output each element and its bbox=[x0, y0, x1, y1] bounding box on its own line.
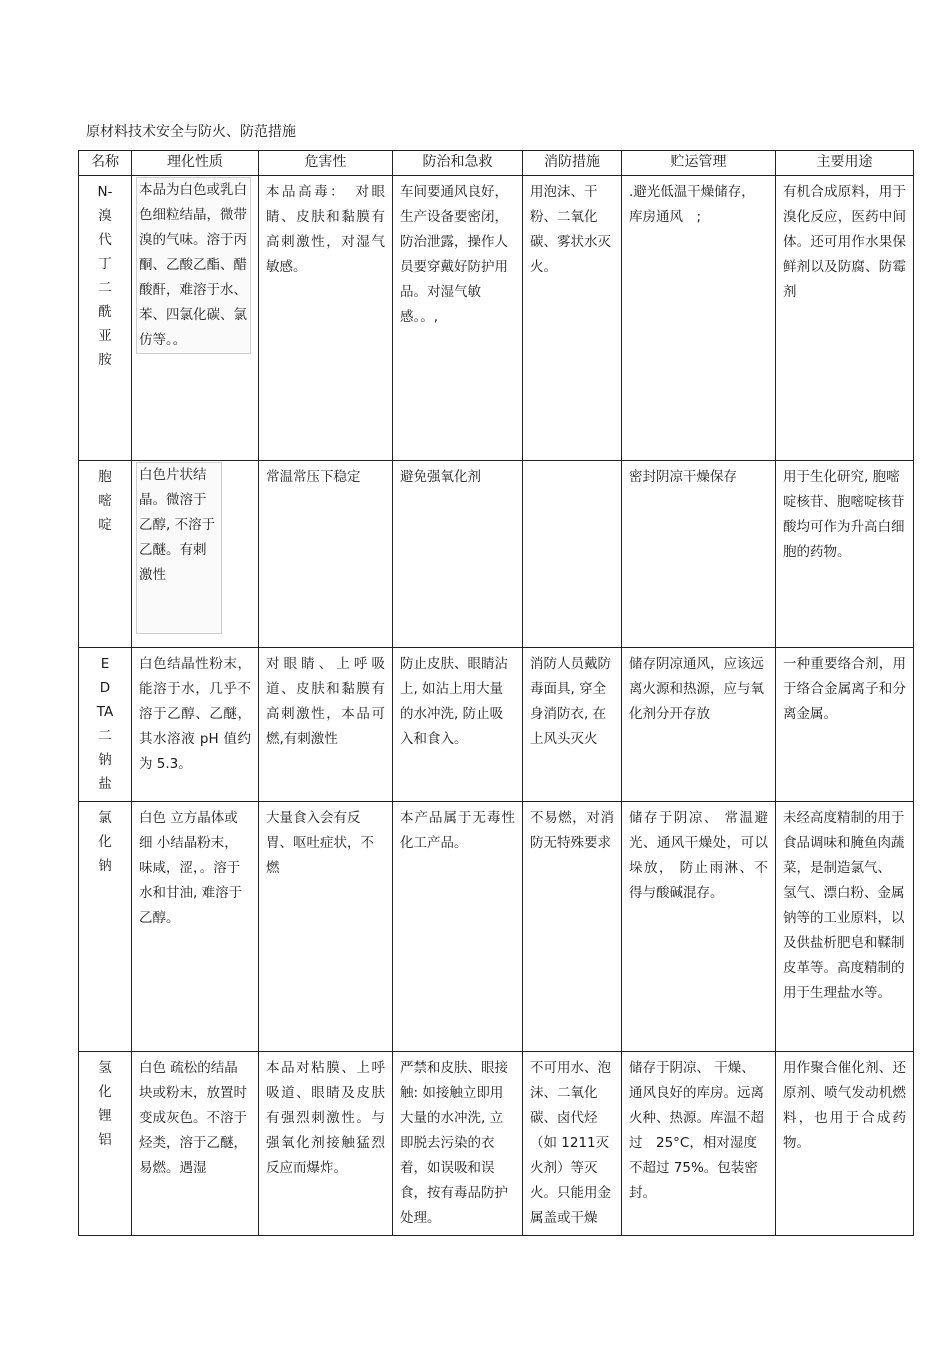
document-title: 原材料技术安全与防火、防范措施 bbox=[86, 124, 296, 140]
cell-usage: 有机合成原料，用于溴化反应，医药中间体。还可用作水果保鲜剂以及防腐、防霉剂 bbox=[776, 176, 914, 461]
cell-fire bbox=[523, 461, 622, 648]
header-properties: 理化性质 bbox=[132, 151, 259, 176]
materials-safety-table bbox=[78, 150, 914, 1236]
cell-fire: 消防人员戴防毒面具, 穿全身消防衣, 在上风头灭火 bbox=[523, 648, 622, 802]
table-row bbox=[79, 648, 914, 802]
header-hazard: 危害性 bbox=[259, 151, 393, 176]
cell-fire: 不易燃，对消防无特殊要求 bbox=[523, 802, 622, 1052]
table-row bbox=[79, 461, 914, 648]
properties-text: 白色片状结晶。微溶于乙醇, 不溶于乙醚。有刺激性 bbox=[136, 462, 222, 634]
header-row bbox=[79, 151, 914, 176]
cell-usage: 未经高度精制的用于食品调味和腌鱼肉蔬菜，是制造氯气、 氢气、漂白粉、金属钠等的工业原料，以及供盐析肥皂和鞣制皮革等。高度精制的用于生理盐水等。 bbox=[776, 802, 914, 1052]
header-fire: 消防措施 bbox=[523, 151, 622, 176]
header-usage: 主要用途 bbox=[776, 151, 914, 176]
properties-text: 本品为白色或乳白色细粒结晶，微带溴的气味。溶于丙酮、乙酸乙酯、醋酸酐，难溶于水、苯、四氯化碳、氯仿等。。 bbox=[136, 177, 251, 354]
cell-usage: 用作聚合催化剂、还原剂、喷气发动机燃料，也用于合成药物。 bbox=[776, 1052, 914, 1236]
cell-properties: 白色 立方晶体或细 小结晶粉末，味咸，涩，。溶于水和甘油, 难溶于乙醇。 bbox=[132, 802, 259, 1052]
cell-first-aid: 严禁和皮肤、眼接触: 如接触立即用大量的水冲洗, 立即脱去污染的衣着，如误吸和误食，按有毒品防护处理。 bbox=[393, 1052, 523, 1236]
table-row bbox=[79, 802, 914, 1052]
cell-first-aid: 防止皮肤、眼睛沾上, 如沾上用大量的水冲洗, 防止吸入和食入。 bbox=[393, 648, 523, 802]
cell-properties bbox=[132, 461, 259, 648]
cell-hazard: 本品对粘膜、上呼吸道、眼睛及皮肤有强烈刺激性。与强氧化剂接触猛烈反应而爆炸。 bbox=[259, 1052, 393, 1236]
header-name: 名称 bbox=[79, 151, 132, 176]
cell-first-aid: 避免强氧化剂 bbox=[393, 461, 523, 648]
cell-first-aid: 本产品属于无毒性化工产品。 bbox=[393, 802, 523, 1052]
cell-name: EDTA二钠盐 bbox=[79, 648, 132, 802]
cell-name: N-溴代丁二酰亚胺 bbox=[79, 176, 132, 461]
cell-usage: 一种重要络合剂，用于络合金属离子和分离金属。 bbox=[776, 648, 914, 802]
cell-hazard: 本品高毒： 对眼睛、皮肤和黏膜有高刺激性，对湿气敏感。 bbox=[259, 176, 393, 461]
cell-storage: .避光低温干燥储存，库房通风 ; bbox=[622, 176, 776, 461]
cell-fire: 用泡沫、干粉、二氧化碳、雾状水灭火。 bbox=[523, 176, 622, 461]
header-storage: 贮运管理 bbox=[622, 151, 776, 176]
cell-fire: 不可用水、泡沫、二氧化碳、卤代烃（如 1211灭火剂）等灭火。只能用金属盖或干燥 bbox=[523, 1052, 622, 1236]
cell-name: 氢化锂铝 bbox=[79, 1052, 132, 1236]
cell-storage: 储存于阴凉、 常温避光、通风干燥处，可以垛放， 防止雨淋、不得与酸碱混存。 bbox=[622, 802, 776, 1052]
cell-storage: 密封阴凉干燥保存 bbox=[622, 461, 776, 648]
cell-first-aid: 车间要通风良好，生产设备要密闭，防治泄露，操作人员要穿戴好防护用品。对湿气敏感。。, bbox=[393, 176, 523, 461]
cell-storage: 储存阴凉通风，应该远离火源和热源，应与氧化剂分开存放 bbox=[622, 648, 776, 802]
cell-usage: 用于生化研究, 胞嘧啶核苷、胞嘧啶核苷酸均可作为升高白细胞的药物。 bbox=[776, 461, 914, 648]
cell-properties: 白色结晶性粉末，能溶于水，几乎不溶于乙醇、乙醚，其水溶液 pH 值约为 5.3。 bbox=[132, 648, 259, 802]
cell-hazard: 对眼睛、上呼吸道、皮肤和黏膜有高刺激性，本品可燃,有刺激性 bbox=[259, 648, 393, 802]
cell-name: 氯化钠 bbox=[79, 802, 132, 1052]
cell-hazard: 常温常压下稳定 bbox=[259, 461, 393, 648]
table-row bbox=[79, 176, 914, 461]
table-row bbox=[79, 1052, 914, 1236]
header-first-aid: 防治和急救 bbox=[393, 151, 523, 176]
cell-name: 胞嘧啶 bbox=[79, 461, 132, 648]
cell-hazard: 大量食入会有反胃、呕吐症状，不燃 bbox=[259, 802, 393, 1052]
cell-properties: 白色 疏松的结晶块或粉末，放置时变成灰色。不溶于烃类，溶于乙醚，易燃。遇湿 bbox=[132, 1052, 259, 1236]
cell-storage: 储存于阴凉、 干燥、通风良好的库房。远离火种、热源。库温不超过 25°C，相对湿度不超过 75%。包装密封。 bbox=[622, 1052, 776, 1236]
cell-properties bbox=[132, 176, 259, 461]
